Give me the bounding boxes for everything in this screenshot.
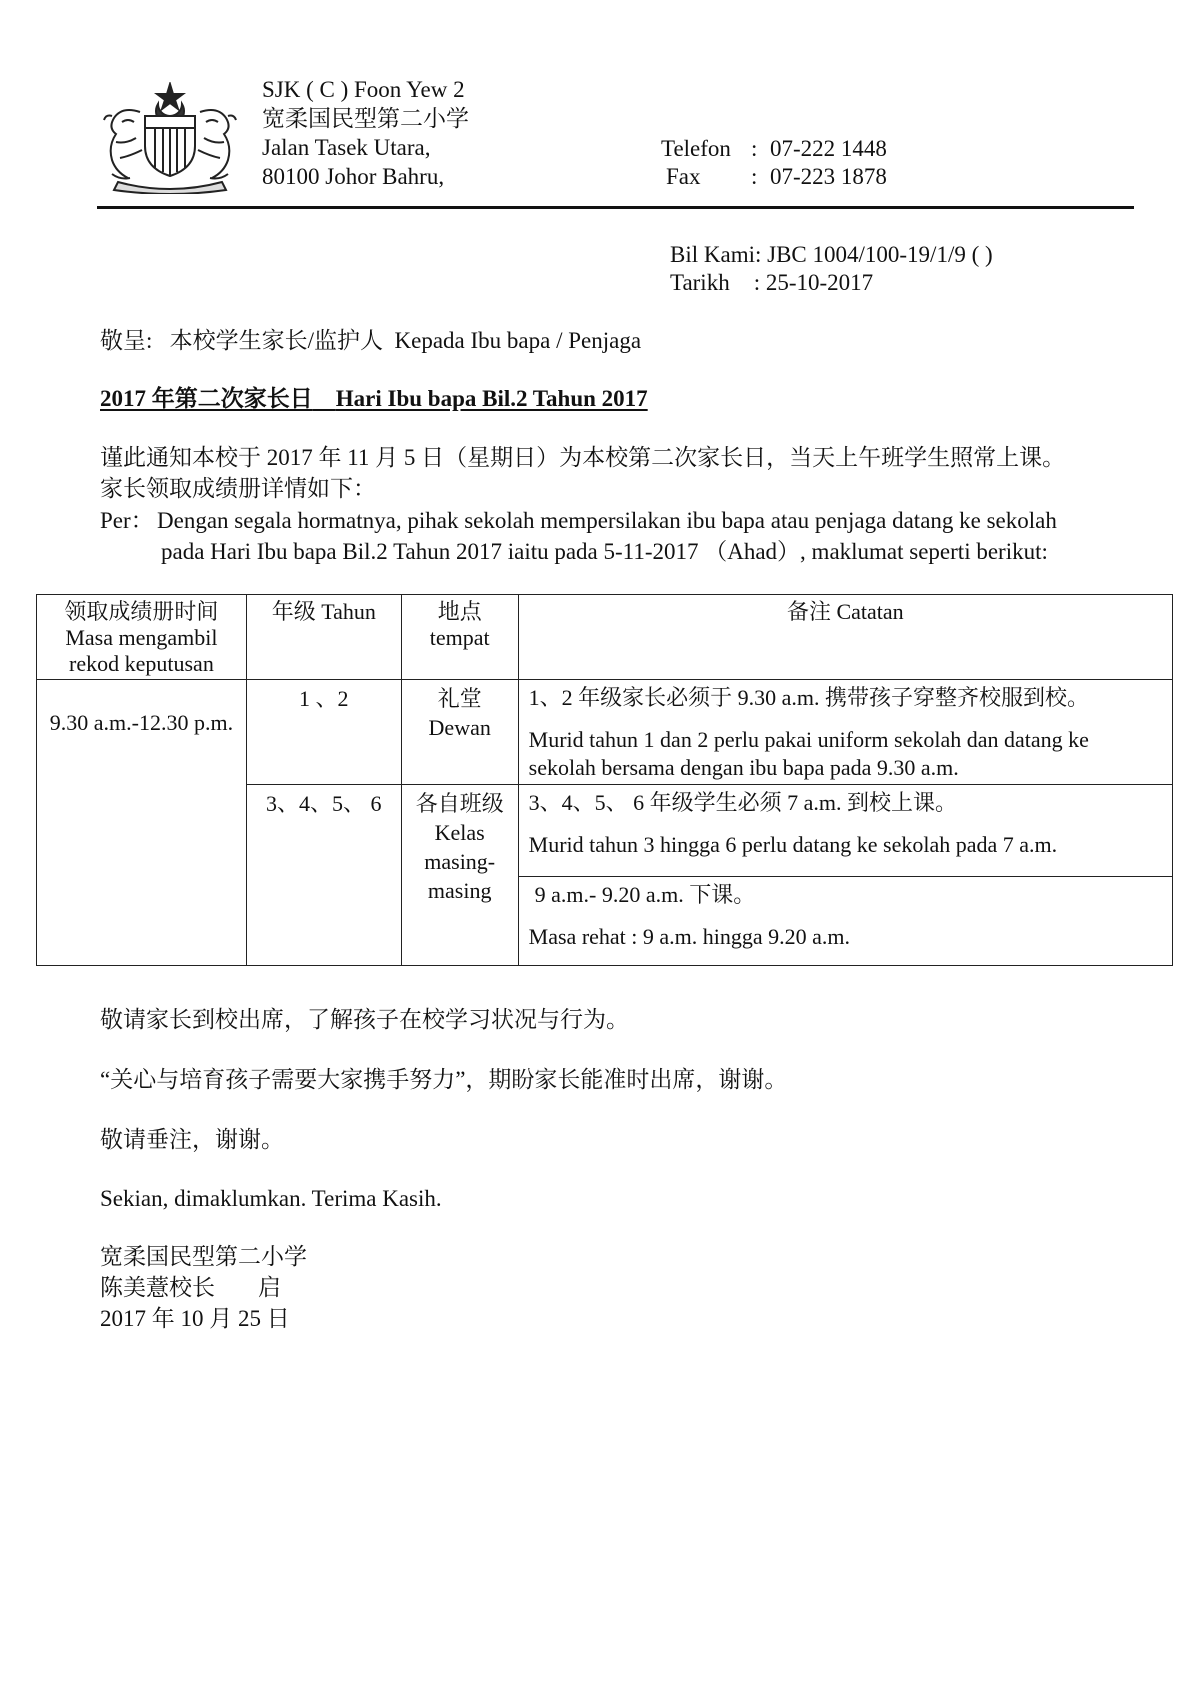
- year-value-2: 3、4、5、 6: [266, 791, 382, 816]
- title-ms: Hari Ibu bapa Bil.2 Tahun 2017: [335, 386, 648, 411]
- header-time-zh: 领取成绩册时间: [64, 599, 219, 624]
- reference-number: JBC 1004/100-19/1/9 ( ): [767, 242, 993, 267]
- school-name-en: SJK ( C ) Foon Yew 2: [262, 77, 465, 102]
- reference-label: Bil Kami: [670, 242, 755, 267]
- header-time: [37, 595, 247, 680]
- closing-line-2: “关心与培育孩子需要大家携手努力”，期盼家长能准时出席，谢谢。: [100, 1067, 788, 1092]
- intro-zh-line-2: 家长领取成绩册详情如下：: [100, 476, 376, 501]
- date-line: Tarikh : 25-10-2017: [670, 270, 874, 295]
- cell-place-1: [401, 680, 518, 785]
- reference-line: Bil Kami: JBC 1004/100-19/1/9 ( ): [670, 242, 993, 267]
- recipient-zh: 本校学生家长/监护人: [169, 328, 384, 353]
- closing-line-4: Sekian, dimaklumkan. Terima Kasih.: [100, 1186, 442, 1211]
- recipient-ms: Kepada Ibu bapa / Penjaga: [394, 328, 642, 353]
- cell-place-2: [401, 785, 518, 966]
- date-value: 25-10-2017: [765, 270, 874, 295]
- letterhead-divider: [97, 206, 1134, 209]
- header-year-label: 年级 Tahun: [271, 599, 376, 624]
- title-zh: 2017 年第二次家长日: [100, 386, 313, 411]
- place-ms-2b: masing-: [424, 849, 496, 874]
- year-value-1: 1 、2: [299, 686, 349, 711]
- recipient-prefix: 敬呈:: [100, 328, 153, 353]
- schedule-table: [36, 594, 1173, 966]
- date-label: Tarikh: [670, 270, 730, 295]
- address-line-1: Jalan Tasek Utara,: [262, 135, 431, 160]
- header-note: [518, 595, 1172, 680]
- place-zh-2: 各自班级: [415, 791, 504, 816]
- cell-note-2: [518, 785, 1172, 877]
- intro-zh-line-1: 谨此通知本校于 2017 年 11 月 5 日（星期日）为本校第二次家长日，当天上午班学生照常上课。: [100, 445, 1066, 470]
- phone-sep: :: [751, 136, 758, 161]
- intro-ms-line-1: Dengan segala hormatnya, pihak sekolah mempersilakan ibu bapa atau penjaga datang ke sekolah: [157, 508, 1057, 533]
- header-year: [246, 595, 401, 680]
- school-name-zh: 宽柔国民型第二小学: [262, 106, 469, 131]
- signature-date: 2017 年 10 月 25 日: [100, 1306, 290, 1331]
- table-row: [37, 680, 1173, 785]
- note-zh-1: 1、2 年级家长必须于 9.30 a.m. 携带孩子穿整齐校服到校。: [528, 685, 1090, 710]
- note-ms-2: Murid tahun 3 hingga 6 perlu datang ke sekolah pada 7 a.m.: [528, 832, 1058, 857]
- signature-name: 陈美薏校长: [100, 1275, 215, 1300]
- recipient-line: [100, 326, 641, 356]
- cell-year-1: [246, 680, 401, 785]
- address-line-2: 80100 Johor Bahru,: [262, 164, 445, 189]
- page-title: [100, 384, 648, 414]
- cell-note-3: [518, 877, 1172, 966]
- place-zh-1: 礼堂: [437, 686, 482, 711]
- place-ms-2a: Kelas: [434, 820, 485, 845]
- place-ms-2c: masing: [427, 878, 492, 903]
- note-ms-3: Masa rehat : 9 a.m. hingga 9.20 a.m.: [528, 924, 851, 949]
- signature-action: 启: [258, 1275, 281, 1300]
- intro-per-label: Per：: [100, 508, 154, 533]
- place-ms-1: Dewan: [428, 715, 491, 740]
- intro-ms-line-2: pada Hari Ibu bapa Bil.2 Tahun 2017 iaitu pada 5-11-2017 （Ahad）, maklumat seperti berikut:: [161, 539, 1048, 564]
- header-place: [401, 595, 518, 680]
- header-place-zh: 地点: [437, 599, 482, 624]
- note-zh-2: 3、4、5、 6 年级学生必须 7 a.m. 到校上课。: [528, 790, 958, 815]
- fax-number: 07-223 1878: [770, 164, 887, 189]
- fax-sep: :: [751, 164, 758, 189]
- header-note-label: 备注 Catatan: [786, 599, 904, 624]
- note-ms-1b: sekolah bersama dengan ibu bapa pada 9.30 a.m.: [528, 755, 959, 780]
- table-header-row: [37, 595, 1173, 680]
- phone-label: Telefon: [661, 136, 731, 161]
- note-zh-3: 9 a.m.- 9.20 a.m. 下课。: [534, 882, 756, 907]
- cell-year-2: [246, 785, 401, 966]
- header-place-ms: tempat: [429, 625, 490, 650]
- closing-line-3: 敬请垂注，谢谢。: [100, 1127, 284, 1152]
- fax-label: Fax: [666, 164, 701, 189]
- header-time-ms-1: Masa mengambil: [65, 625, 218, 650]
- header-time-ms-2: rekod keputusan: [69, 651, 214, 676]
- closing-line-1: 敬请家长到校出席，了解孩子在校学习状况与行为。: [100, 1007, 629, 1032]
- crest-logo: [100, 82, 240, 194]
- time-value: 9.30 a.m.-12.30 p.m.: [49, 710, 234, 735]
- phone-number: 07-222 1448: [770, 136, 887, 161]
- cell-time: [37, 680, 247, 966]
- note-ms-1a: Murid tahun 1 dan 2 perlu pakai uniform sekolah dan datang ke: [528, 727, 1089, 752]
- cell-note-1: [518, 680, 1172, 785]
- signature-school: 宽柔国民型第二小学: [100, 1244, 307, 1269]
